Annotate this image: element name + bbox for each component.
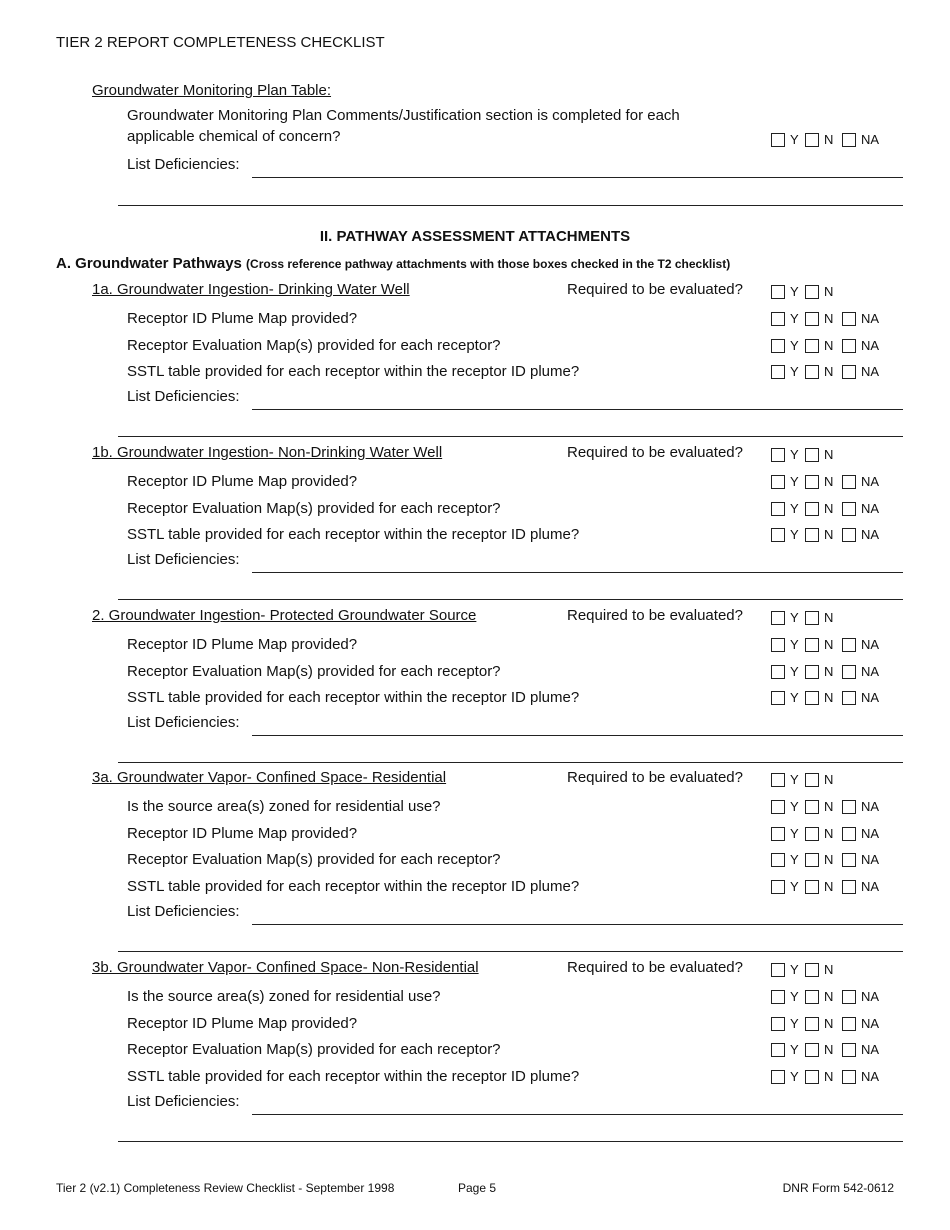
pathway-question: Receptor ID Plume Map provided? bbox=[127, 310, 358, 327]
yes-label: Y bbox=[790, 527, 799, 542]
yes-label: Y bbox=[790, 1016, 799, 1031]
yes-checkbox[interactable] bbox=[771, 527, 805, 542]
no-label: N bbox=[824, 1042, 834, 1057]
gw-plan-deficiencies-label: List Deficiencies: bbox=[127, 156, 240, 173]
pathway-title: 3b. Groundwater Vapor- Confined Space- Non-Residential bbox=[92, 959, 479, 976]
pathway-question: Is the source area(s) zoned for residential use? bbox=[127, 988, 441, 1005]
yes-label: Y bbox=[790, 311, 799, 326]
yes-checkbox[interactable] bbox=[771, 501, 805, 516]
na-label: NA bbox=[861, 799, 880, 814]
required-to-be-evaluated-label: Required to be evaluated? bbox=[567, 607, 743, 624]
yes-checkbox[interactable] bbox=[771, 772, 805, 787]
no-label: N bbox=[824, 879, 834, 894]
page-header-title: TIER 2 REPORT COMPLETENESS CHECKLIST bbox=[56, 34, 385, 51]
deficiencies-line[interactable] bbox=[252, 735, 903, 736]
na-checkbox[interactable] bbox=[842, 879, 879, 894]
deficiencies-line[interactable] bbox=[252, 409, 903, 410]
question-options bbox=[771, 879, 879, 894]
yes-label: Y bbox=[790, 501, 799, 516]
na-checkbox[interactable] bbox=[842, 799, 879, 814]
deficiencies-line[interactable] bbox=[252, 572, 903, 573]
question-options bbox=[771, 527, 879, 542]
question-options bbox=[771, 690, 879, 705]
yes-checkbox[interactable] bbox=[771, 879, 805, 894]
deficiencies-line[interactable] bbox=[252, 1114, 903, 1115]
question-options bbox=[771, 1016, 879, 1031]
yes-label: Y bbox=[790, 799, 799, 814]
question-options bbox=[771, 989, 879, 1004]
yes-checkbox[interactable] bbox=[771, 1069, 805, 1084]
subheading-note: (Cross reference pathway attachments with those boxes checked in the T2 checklist) bbox=[246, 257, 731, 271]
yes-checkbox[interactable] bbox=[771, 637, 805, 652]
yes-checkbox[interactable] bbox=[771, 1016, 805, 1031]
pathway-title: 3a. Groundwater Vapor- Confined Space- Residential bbox=[92, 769, 447, 786]
na-label: NA bbox=[861, 1069, 880, 1084]
no-checkbox[interactable] bbox=[805, 364, 842, 379]
question-options bbox=[771, 364, 879, 379]
no-label: N bbox=[824, 772, 834, 787]
yes-label: Y bbox=[790, 474, 799, 489]
question-options bbox=[771, 1069, 879, 1084]
yes-label: Y bbox=[790, 962, 799, 977]
no-checkbox[interactable] bbox=[805, 1069, 842, 1084]
yes-checkbox[interactable] bbox=[771, 447, 805, 462]
na-label: NA bbox=[861, 637, 880, 652]
no-label: N bbox=[824, 664, 834, 679]
yes-checkbox[interactable] bbox=[771, 284, 805, 299]
no-checkbox[interactable] bbox=[805, 826, 842, 841]
no-label: N bbox=[824, 1016, 834, 1031]
pathway-question: Receptor ID Plume Map provided? bbox=[127, 825, 358, 842]
subheading-title: A. Groundwater Pathways bbox=[56, 255, 242, 272]
required-options bbox=[771, 447, 842, 462]
footer-page-number: Page 5 bbox=[458, 1181, 497, 1195]
yes-label: Y bbox=[790, 284, 799, 299]
deficiencies-label: List Deficiencies: bbox=[127, 551, 240, 568]
no-checkbox[interactable] bbox=[805, 447, 842, 462]
na-checkbox[interactable] bbox=[842, 826, 879, 841]
no-checkbox[interactable] bbox=[805, 610, 842, 625]
question-options bbox=[771, 799, 879, 814]
no-checkbox[interactable] bbox=[805, 1042, 842, 1057]
no-checkbox[interactable] bbox=[805, 637, 842, 652]
na-checkbox[interactable] bbox=[842, 852, 879, 867]
no-checkbox[interactable] bbox=[805, 772, 842, 787]
required-to-be-evaluated-label: Required to be evaluated? bbox=[567, 444, 743, 461]
pathway-question: SSTL table provided for each receptor within the receptor ID plume? bbox=[127, 363, 580, 380]
no-checkbox[interactable] bbox=[805, 852, 842, 867]
pathway-question: Receptor ID Plume Map provided? bbox=[127, 473, 358, 490]
required-options bbox=[771, 962, 842, 977]
na-label: NA bbox=[861, 690, 880, 705]
no-label: N bbox=[824, 799, 834, 814]
na-checkbox[interactable] bbox=[842, 690, 879, 705]
no-label: N bbox=[824, 826, 834, 841]
required-to-be-evaluated-label: Required to be evaluated? bbox=[567, 769, 743, 786]
na-label: NA bbox=[861, 364, 880, 379]
deficiencies-label: List Deficiencies: bbox=[127, 388, 240, 405]
yes-checkbox[interactable] bbox=[771, 364, 805, 379]
na-checkbox[interactable] bbox=[842, 338, 879, 353]
pathway-question: Is the source area(s) zoned for residential use? bbox=[127, 798, 441, 815]
na-checkbox[interactable] bbox=[842, 501, 879, 516]
question-options bbox=[771, 501, 879, 516]
gw-monitoring-plan-question: Groundwater Monitoring Plan Comments/Justification section is completed for each applicable chemical of concern? bbox=[127, 107, 680, 145]
pathway-question: Receptor Evaluation Map(s) provided for each receptor? bbox=[127, 1041, 501, 1058]
yes-label: Y bbox=[790, 447, 799, 462]
gw-monitoring-plan-options bbox=[771, 132, 879, 147]
question-options bbox=[771, 311, 879, 326]
no-label: N bbox=[824, 501, 834, 516]
pathway-question: Receptor ID Plume Map provided? bbox=[127, 636, 358, 653]
no-checkbox[interactable] bbox=[805, 1016, 842, 1031]
no-checkbox[interactable] bbox=[805, 690, 842, 705]
question-options bbox=[771, 637, 879, 652]
deficiencies-second-line[interactable] bbox=[118, 436, 903, 437]
na-checkbox[interactable] bbox=[842, 1016, 879, 1031]
no-label: N bbox=[824, 527, 834, 542]
required-options bbox=[771, 284, 842, 299]
no-checkbox[interactable] bbox=[805, 879, 842, 894]
pathway-title: 2. Groundwater Ingestion- Protected Groundwater Source bbox=[92, 607, 477, 624]
na-checkbox[interactable] bbox=[842, 664, 879, 679]
yes-label: Y bbox=[790, 879, 799, 894]
no-checkbox[interactable] bbox=[805, 132, 842, 147]
no-label: N bbox=[824, 610, 834, 625]
na-label: NA bbox=[861, 989, 880, 1004]
na-label: NA bbox=[861, 1042, 880, 1057]
na-label: NA bbox=[861, 664, 880, 679]
deficiencies-line[interactable] bbox=[252, 924, 903, 925]
no-checkbox[interactable] bbox=[805, 311, 842, 326]
gw-plan-second-line[interactable] bbox=[118, 205, 903, 206]
yes-checkbox[interactable] bbox=[771, 852, 805, 867]
na-label: NA bbox=[861, 879, 880, 894]
yes-label: Y bbox=[790, 852, 799, 867]
deficiencies-label: List Deficiencies: bbox=[127, 903, 240, 920]
no-checkbox[interactable] bbox=[805, 664, 842, 679]
required-to-be-evaluated-label: Required to be evaluated? bbox=[567, 281, 743, 298]
no-checkbox[interactable] bbox=[805, 527, 842, 542]
na-checkbox[interactable] bbox=[842, 132, 879, 147]
question-options bbox=[771, 338, 879, 353]
na-label: NA bbox=[861, 338, 880, 353]
yes-checkbox[interactable] bbox=[771, 962, 805, 977]
na-label: NA bbox=[861, 132, 880, 147]
na-label: NA bbox=[861, 501, 880, 516]
pathway-question: Receptor Evaluation Map(s) provided for each receptor? bbox=[127, 663, 501, 680]
no-label: N bbox=[824, 364, 834, 379]
pathway-question: Receptor Evaluation Map(s) provided for each receptor? bbox=[127, 337, 501, 354]
pathway-question: Receptor ID Plume Map provided? bbox=[127, 1015, 358, 1032]
deficiencies-second-line[interactable] bbox=[118, 1141, 903, 1142]
na-label: NA bbox=[861, 474, 880, 489]
yes-checkbox[interactable] bbox=[771, 826, 805, 841]
question-options bbox=[771, 474, 879, 489]
yes-label: Y bbox=[790, 989, 799, 1004]
yes-checkbox[interactable] bbox=[771, 132, 805, 147]
na-checkbox[interactable] bbox=[842, 527, 879, 542]
yes-checkbox[interactable] bbox=[771, 474, 805, 489]
na-checkbox[interactable] bbox=[842, 1042, 879, 1057]
no-checkbox[interactable] bbox=[805, 962, 842, 977]
pathway-question: SSTL table provided for each receptor within the receptor ID plume? bbox=[127, 526, 580, 543]
na-label: NA bbox=[861, 826, 880, 841]
na-label: NA bbox=[861, 311, 880, 326]
no-label: N bbox=[824, 1069, 834, 1084]
question-options bbox=[771, 826, 879, 841]
section-heading: II. PATHWAY ASSESSMENT ATTACHMENTS bbox=[319, 228, 631, 245]
pathway-question: SSTL table provided for each receptor within the receptor ID plume? bbox=[127, 1068, 580, 1085]
no-label: N bbox=[824, 447, 834, 462]
no-label: N bbox=[824, 284, 834, 299]
question-options bbox=[771, 852, 879, 867]
gw-monitoring-plan-title: Groundwater Monitoring Plan Table: bbox=[92, 82, 332, 99]
yes-label: Y bbox=[790, 338, 799, 353]
no-checkbox[interactable] bbox=[805, 989, 842, 1004]
no-checkbox[interactable] bbox=[805, 284, 842, 299]
no-checkbox[interactable] bbox=[805, 501, 842, 516]
no-label: N bbox=[824, 852, 834, 867]
no-label: N bbox=[824, 338, 834, 353]
deficiencies-second-line[interactable] bbox=[118, 762, 903, 763]
no-label: N bbox=[824, 311, 834, 326]
na-label: NA bbox=[861, 852, 880, 867]
pathway-question: SSTL table provided for each receptor within the receptor ID plume? bbox=[127, 689, 580, 706]
yes-checkbox[interactable] bbox=[771, 1042, 805, 1057]
yes-checkbox[interactable] bbox=[771, 664, 805, 679]
pathway-question: Receptor Evaluation Map(s) provided for each receptor? bbox=[127, 851, 501, 868]
na-checkbox[interactable] bbox=[842, 1069, 879, 1084]
required-options bbox=[771, 610, 842, 625]
question-options bbox=[771, 664, 879, 679]
gw-plan-deficiencies-line[interactable] bbox=[252, 177, 903, 178]
yes-label: Y bbox=[790, 1042, 799, 1057]
no-checkbox[interactable] bbox=[805, 474, 842, 489]
pathway-question: Receptor Evaluation Map(s) provided for each receptor? bbox=[127, 500, 501, 517]
deficiencies-second-line[interactable] bbox=[118, 951, 903, 952]
no-checkbox[interactable] bbox=[805, 338, 842, 353]
yes-label: Y bbox=[790, 364, 799, 379]
na-checkbox[interactable] bbox=[842, 989, 879, 1004]
required-to-be-evaluated-label: Required to be evaluated? bbox=[567, 959, 743, 976]
na-checkbox[interactable] bbox=[842, 311, 879, 326]
yes-label: Y bbox=[790, 826, 799, 841]
deficiencies-label: List Deficiencies: bbox=[127, 1093, 240, 1110]
yes-checkbox[interactable] bbox=[771, 610, 805, 625]
pathway-title: 1b. Groundwater Ingestion- Non-Drinking Water Well bbox=[92, 444, 443, 461]
no-label: N bbox=[824, 637, 834, 652]
yes-label: Y bbox=[790, 637, 799, 652]
no-label: N bbox=[824, 989, 834, 1004]
yes-label: Y bbox=[790, 610, 799, 625]
yes-label: Y bbox=[790, 132, 799, 147]
na-checkbox[interactable] bbox=[842, 474, 879, 489]
yes-checkbox[interactable] bbox=[771, 311, 805, 326]
yes-label: Y bbox=[790, 772, 799, 787]
no-label: N bbox=[824, 690, 834, 705]
groundwater-pathways-subheading bbox=[56, 255, 730, 272]
pathway-question: SSTL table provided for each receptor within the receptor ID plume? bbox=[127, 878, 580, 895]
deficiencies-label: List Deficiencies: bbox=[127, 714, 240, 731]
pathway-title: 1a. Groundwater Ingestion- Drinking Water Well bbox=[92, 281, 410, 298]
yes-checkbox[interactable] bbox=[771, 690, 805, 705]
na-checkbox[interactable] bbox=[842, 637, 879, 652]
yes-label: Y bbox=[790, 664, 799, 679]
footer-form-number: DNR Form 542-0612 bbox=[782, 1181, 894, 1195]
na-label: NA bbox=[861, 1016, 880, 1031]
question-options bbox=[771, 1042, 879, 1057]
deficiencies-second-line[interactable] bbox=[118, 599, 903, 600]
yes-label: Y bbox=[790, 1069, 799, 1084]
no-label: N bbox=[824, 474, 834, 489]
na-label: NA bbox=[861, 527, 880, 542]
yes-checkbox[interactable] bbox=[771, 338, 805, 353]
yes-checkbox[interactable] bbox=[771, 989, 805, 1004]
no-label: N bbox=[824, 962, 834, 977]
na-checkbox[interactable] bbox=[842, 364, 879, 379]
no-label: N bbox=[824, 132, 834, 147]
no-checkbox[interactable] bbox=[805, 799, 842, 814]
yes-label: Y bbox=[790, 690, 799, 705]
required-options bbox=[771, 772, 842, 787]
yes-checkbox[interactable] bbox=[771, 799, 805, 814]
footer-left: Tier 2 (v2.1) Completeness Review Checklist - September 1998 bbox=[56, 1181, 395, 1195]
